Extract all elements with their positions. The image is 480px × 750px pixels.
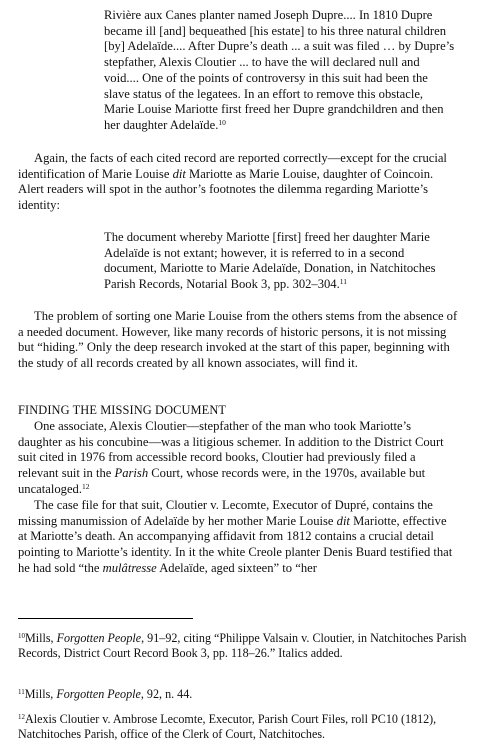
footnote-12: $^{12}$Alexis Cloutier v. Ambrose Lecomte, Executor, Parish Court Files, roll PC10 (1812), Natchitoches Parish, office of the Clerk of Court, Natchitoches.	[18, 712, 437, 742]
quote-text: Rivière aux Canes planter named Joseph Dupre.... In 1810 Dupre became ill [and] bequeathed [his estate] to his three natural children [by] Adelaïde.... After Dupre’s death ... a suit was filed … by Dupre’s stepfather, Alexis Cloutier ... to have the will declared null and void.... One of the points of controversy in this suit had been the slave status of the legatees. In an effort to remove this obstacle, Marie Louise Mariotte first freed her Dupre grandchildren and then her daughter Adelaïde.	[104, 8, 455, 132]
footnote-10: $^{10}$Mills, Forgotten People, 91–92, citing “Philippe Valsain v. Cloutier, in Natchitoches Parish Records, District Court Record Book 3, pp. 118–26.” Italics added.	[18, 631, 467, 661]
footnote-11: $^{11}$Mills, Forgotten People, 92, n. 44.	[18, 687, 193, 701]
footnote-number: 10	[18, 632, 25, 640]
footnote-ref-12[interactable]: 12	[82, 481, 90, 491]
paragraph-missing-document: The problem of sorting one Marie Louise from the others stems from the absence of a needed document. However, like many records of historic persons, it is not missing but “hiding.” Only the deep research invoked at the start of this paper, beginning with the study of all records created by all known associates, will find it.	[18, 309, 458, 371]
quote-text: The document whereby Mariotte [first] freed her daughter Marie Adelaïde is not extant; however, it is referred to in a second document, Mariotte to Marie Adelaïde, Donation, in Natchitoches Parish Records, Notarial Book 3, pp. 302–304.	[104, 230, 436, 292]
block-quote-donation	[104, 230, 456, 293]
footnote-number: 11	[18, 688, 25, 696]
footnote-ref-11[interactable]: 11	[339, 277, 347, 287]
block-quote-dupre	[104, 8, 456, 134]
paragraph-cloutier: One associate, Alexis Cloutier—stepfather of the man who took Mariotte’s daughter as his concubine—was a litigious schemer. In addition to the District Court suit cited in 1976 from accessible record books, Cloutier had previously filed a relevant suit in the Parish Court, whose records were, in the 1970s, available but uncataloged.$^{12}$	[18, 419, 444, 496]
section-heading: FINDING THE MISSING DOCUMENT	[18, 403, 227, 417]
footnote-ref-10[interactable]: 10	[218, 117, 226, 127]
paragraph-case-file: The case file for that suit, Cloutier v. Lecomte, Executor of Dupré, contains the missing manumission of Adelaïde by her mother Marie Louise dit Mariotte, effective at Mariotte’s death. An accompanying affidavit from 1812 contains a crucial detail pointing to Mariotte’s identity. In it the white Creole planter Denis Buard testified that he had sold “the mulâtresse Adelaïde, aged sixteen” to “her	[18, 498, 453, 575]
footnote-divider	[18, 618, 193, 619]
footnote-number: 12	[18, 713, 25, 721]
paragraph-identification: Again, the facts of each cited record are reported correctly—except for the crucial identification of Marie Louise dit Mariotte as Marie Louise, daughter of Coincoin. Alert readers will spot in the author’s footnotes the dilemma regarding Mariotte’s identity:	[18, 151, 447, 213]
